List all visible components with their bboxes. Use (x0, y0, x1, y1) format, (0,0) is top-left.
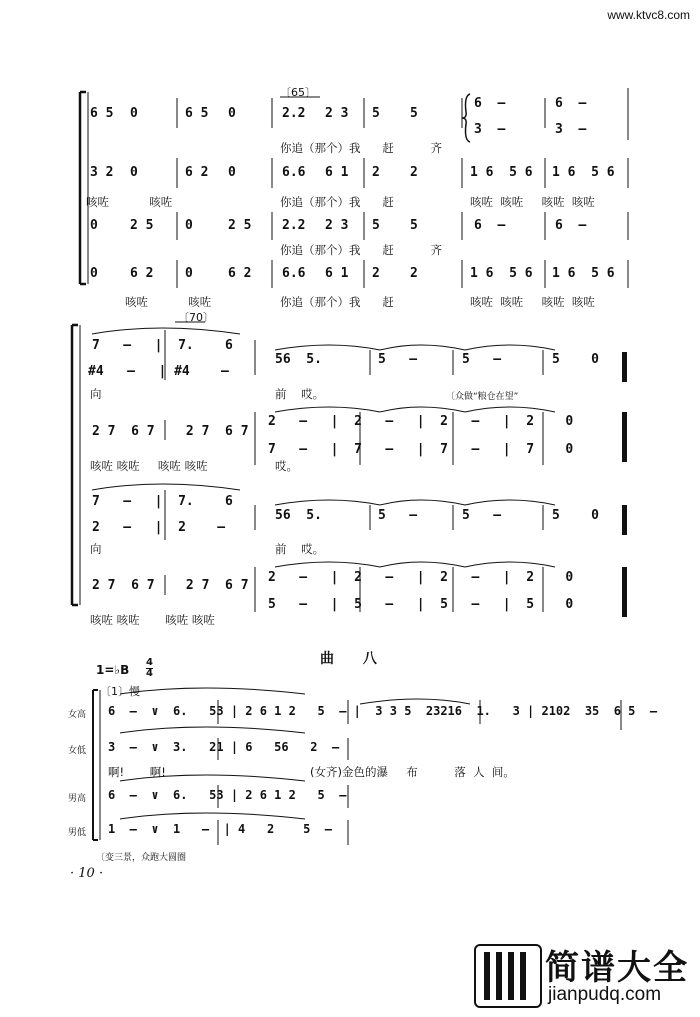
s2-staff3-upper: 7 – | 7. 6 (92, 494, 233, 509)
tempo-mark: 〔1〕慢 (100, 685, 140, 698)
s1-staff1-m3: 2.2 (282, 106, 306, 121)
s2-staff1-upper: 7 – | 7. 6 (92, 338, 233, 353)
s1-staff4-lyric-b: 你追（那个）我 赶 (280, 295, 394, 309)
rehearsal-mark-65: 〔65〕 (280, 86, 316, 99)
s1-staff3-m1b: 2 5 (130, 218, 154, 233)
s1-staff2-m1: 3 2 (90, 165, 114, 180)
part-label-bass: 男低 (68, 828, 87, 838)
s1-staff2-m2: 6 2 (185, 165, 209, 180)
s1-staff4-lyric-c: 咳咗 咳咗 咳咗 咳咗 (470, 295, 595, 309)
s1-staff3-m2: 0 (185, 218, 193, 233)
time-signature-top: 4 (146, 657, 153, 668)
piece-title: 曲 八 (320, 651, 389, 667)
s2-staff1-lower: #4 – | #4 – (88, 364, 229, 379)
s1-staff2-lyric-a: 咳咗 咳咗 (86, 195, 173, 209)
s1-staff1-m4b: 5 (410, 106, 418, 121)
s1-staff3-m6: 6 – (555, 218, 587, 233)
s1-staff1-m1b: 0 (130, 106, 138, 121)
s1-staff4-lyric-a: 咳咗 咳咗 (125, 295, 212, 309)
s1-staff1-m5-low: 3 – (474, 122, 506, 137)
s1-staff1-lyric: 你追（那个）我 赶 齐 (280, 141, 442, 155)
s2-staff4-lower: 5 – | 5 – | 5 – | 5 0 (268, 597, 574, 612)
s1-staff2-m3b: 6 1 (325, 165, 349, 180)
part-label-soprano: 女高 (68, 710, 87, 720)
s1-staff1-m2b: 0 (228, 106, 236, 121)
s2-staff3-m6: 5 0 (552, 508, 599, 523)
s2-staff2-upper: 2 – | 2 – | 2 – | 2 0 (268, 414, 574, 429)
s2-staff4-lyric-a: 咳咗 咳咗 咳咗 咳咗 (90, 613, 215, 627)
s1-staff3-m5: 6 – (474, 218, 506, 233)
s1-staff4-m6: 1 6 5 6 (552, 266, 615, 281)
s1-staff4-m3b: 6 1 (325, 266, 349, 281)
s1-staff3-m4: 5 (372, 218, 380, 233)
s1-staff4-m4b: 2 (410, 266, 418, 281)
s2-staff1-m4: 5 – (378, 352, 418, 367)
part-notes-soprano: 6 – ∨ 6. 53 | 2 6 1 2 5 – | 3 3 5 23216 1. 3 | 2102 35 6 5 – (108, 704, 658, 718)
s1-staff4-m3: 6.6 (282, 266, 306, 281)
s1-staff2-m2b: 0 (228, 165, 236, 180)
s1-staff2-m4b: 2 (410, 165, 418, 180)
s1-staff3-m1: 0 (90, 218, 98, 233)
s1-staff1-m3b: 2 3 (325, 106, 349, 121)
s1-staff3-lyric: 你追（那个）我 赶 齐 (280, 243, 442, 257)
s2-staff3-lower: 2 – | 2 – (92, 520, 226, 535)
s2-staff3-lyric-a: 向 (90, 542, 102, 556)
s1-staff3-m3: 2.2 (282, 218, 306, 233)
piano-keys-logo-icon (474, 944, 542, 1008)
s1-staff3-m3b: 2 3 (325, 218, 349, 233)
s1-staff2-m6: 1 6 5 6 (552, 165, 615, 180)
s1-staff1-m6-low: 3 – (555, 122, 587, 137)
watermark-url: www.ktvc8.com (607, 8, 690, 22)
part-notes-alto: 3 – ∨ 3. 21 | 6 56 2 – (108, 740, 347, 754)
s1-staff2-m1b: 0 (130, 165, 138, 180)
s1-staff1-m6: 6 – (555, 96, 587, 111)
s1-staff3-m4b: 5 (410, 218, 418, 233)
s2-staff1-m6: 5 0 (552, 352, 599, 367)
part-label-alto: 女低 (68, 746, 87, 756)
time-signature (146, 658, 153, 679)
lyric-ah: 啊! 啊! (108, 765, 166, 779)
s2-staff1-m5: 5 – (462, 352, 502, 367)
s2-cue: 〔众做“粮仓在望” (446, 392, 519, 402)
s2-staff3-m4: 5 – (378, 508, 418, 523)
logo-text: 简谱大全 (545, 948, 689, 988)
s2-staff1-lyric-a: 向 (90, 387, 102, 401)
s1-staff2-m4: 2 (372, 165, 380, 180)
part-label-tenor: 男高 (68, 794, 87, 804)
s1-staff4-m1: 0 (90, 266, 98, 281)
s1-staff2-m3: 6.6 (282, 165, 306, 180)
s2-staff2-lower: 7 – | 7 – | 7 – | 7 0 (268, 442, 574, 457)
s1-staff2-m5: 1 6 5 6 (470, 165, 533, 180)
s1-staff4-m4: 2 (372, 266, 380, 281)
s2-staff4-upper: 2 – | 2 – | 2 – | 2 0 (268, 570, 574, 585)
s2-staff2-lyric-a: 咳咗 咳咗 咳咗 咳咗 (90, 459, 208, 473)
time-signature-bottom: 4 (146, 668, 153, 679)
s2-staff3-m5: 5 – (462, 508, 502, 523)
stage-direction: 〔变三景，众跑大圆圈 (96, 853, 187, 863)
logo-url: jianpudq.com (548, 984, 662, 1005)
s1-staff1-m1: 6 5 (90, 106, 114, 121)
key-signature: 1=♭B (96, 663, 130, 677)
s1-staff4-m2b: 6 2 (228, 266, 252, 281)
s2-staff1-m3: 56 5. (275, 352, 322, 367)
part-notes-tenor: 6 – ∨ 6. 53 | 2 6 1 2 5 – (108, 788, 354, 802)
s1-staff2-lyric-b: 你追（那个）我 赶 (280, 195, 394, 209)
rehearsal-mark-70: 〔70〕 (178, 311, 214, 324)
s1-staff2-lyric-c: 咳咗 咳咗 咳咗 咳咗 (470, 195, 595, 209)
s2-staff3-lyric-b: 前 哎。 (275, 542, 325, 556)
s1-staff1-m5: 6 – (474, 96, 506, 111)
page-number: · 10 · (70, 866, 104, 881)
s2-staff2-lyric-b: 哎。 (275, 459, 298, 473)
s2-staff4-m1: 2 7 6 7 2 7 6 7 (92, 578, 249, 593)
s1-staff4-m2: 0 (185, 266, 193, 281)
s1-staff4-m1b: 6 2 (130, 266, 154, 281)
part-notes-bass: 1 – ∨ 1 – | 4 2 5 – (108, 822, 340, 836)
s2-staff2-m1: 2 7 6 7 2 7 6 7 (92, 424, 249, 439)
s1-staff4-m5: 1 6 5 6 (470, 266, 533, 281)
s2-staff1-lyric-b: 前 哎。 (275, 387, 325, 401)
lyric-main: (女齐)金色的瀑 布 落 人 间。 (310, 765, 515, 779)
s2-staff3-m3: 56 5. (275, 508, 322, 523)
s1-staff3-m2b: 2 5 (228, 218, 252, 233)
s1-staff1-m2: 6 5 (185, 106, 209, 121)
s1-staff1-m4: 5 (372, 106, 380, 121)
